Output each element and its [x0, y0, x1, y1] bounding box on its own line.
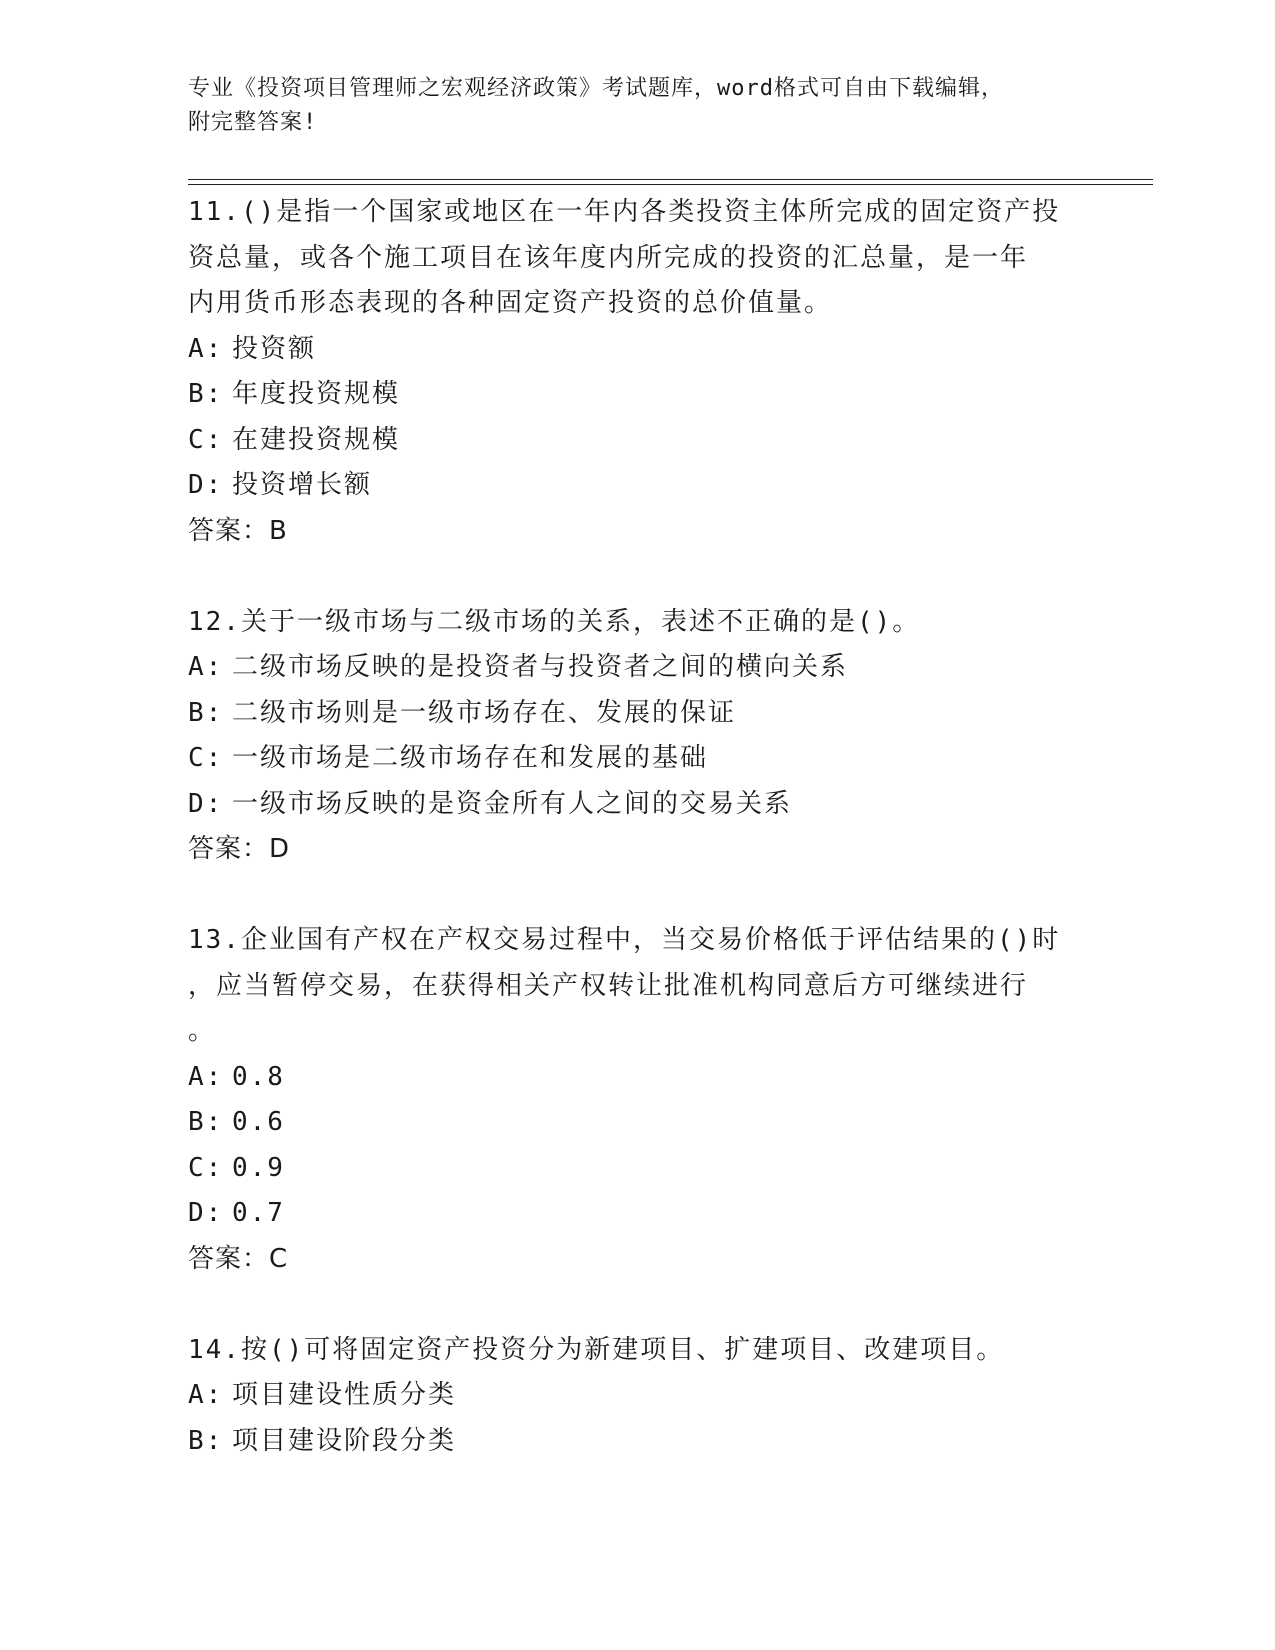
option-a: A: 二级市场反映的是投资者与投资者之间的横向关系	[188, 652, 849, 682]
answer-line: 答案：B	[188, 515, 288, 546]
option-c: C: 0.9	[188, 1152, 285, 1183]
question-stem-line: 资总量，或各个施工项目在该年度内所完成的投资的汇总量，是一年	[188, 242, 1029, 273]
question-spacer	[188, 873, 1088, 919]
question-list	[188, 190, 1088, 1464]
question-spacer	[188, 554, 1088, 600]
option-a: A: 项目建设性质分类	[188, 1380, 457, 1410]
header-line-1: 专业《投资项目管理师之宏观经济政策》考试题库，word格式可自由下载编辑，	[188, 76, 1004, 101]
question-stem-line: 。	[188, 1016, 217, 1046]
question-13	[188, 918, 1088, 1282]
answer-line: 答案：C	[188, 1243, 289, 1274]
question-stem-line: 12.关于一级市场与二级市场的关系，表述不正确的是()。	[188, 606, 921, 637]
option-b: B: 项目建设阶段分类	[188, 1425, 457, 1456]
document-header	[188, 72, 1088, 140]
option-c: C: 在建投资规模	[188, 424, 401, 455]
question-stem-line: 内用货币形态表现的各种固定资产投资的总价值量。	[188, 288, 833, 318]
option-a: A: 0.8	[188, 1061, 285, 1092]
option-b: B: 二级市场则是一级市场存在、发展的保证	[188, 697, 737, 728]
option-d: D: 一级市场反映的是资金所有人之间的交易关系	[188, 788, 793, 819]
question-12	[188, 600, 1088, 873]
question-stem-line: 13.企业国有产权在产权交易过程中，当交易价格低于评估结果的()时	[188, 925, 1061, 955]
option-d: D: 投资增长额	[188, 470, 373, 500]
header-line-2: 附完整答案!	[188, 110, 318, 135]
option-d: D: 0.7	[188, 1198, 285, 1228]
option-c: C: 一级市场是二级市场存在和发展的基础	[188, 743, 709, 773]
option-a: A: 投资额	[188, 333, 317, 364]
question-11	[188, 190, 1088, 554]
option-b: B: 0.6	[188, 1107, 285, 1137]
answer-line: 答案：D	[188, 834, 291, 864]
question-spacer	[188, 1282, 1088, 1328]
header-rule-top	[188, 179, 1153, 180]
question-14	[188, 1328, 1088, 1465]
question-stem-line: 14.按()可将固定资产投资分为新建项目、扩建项目、改建项目。	[188, 1334, 1005, 1365]
option-b: B: 年度投资规模	[188, 379, 401, 409]
question-stem-line: 11.()是指一个国家或地区在一年内各类投资主体所完成的固定资产投	[188, 197, 1061, 227]
header-rule-bottom	[188, 184, 1153, 185]
question-stem-line: ，应当暂停交易，在获得相关产权转让批准机构同意后方可继续进行	[188, 970, 1029, 1001]
